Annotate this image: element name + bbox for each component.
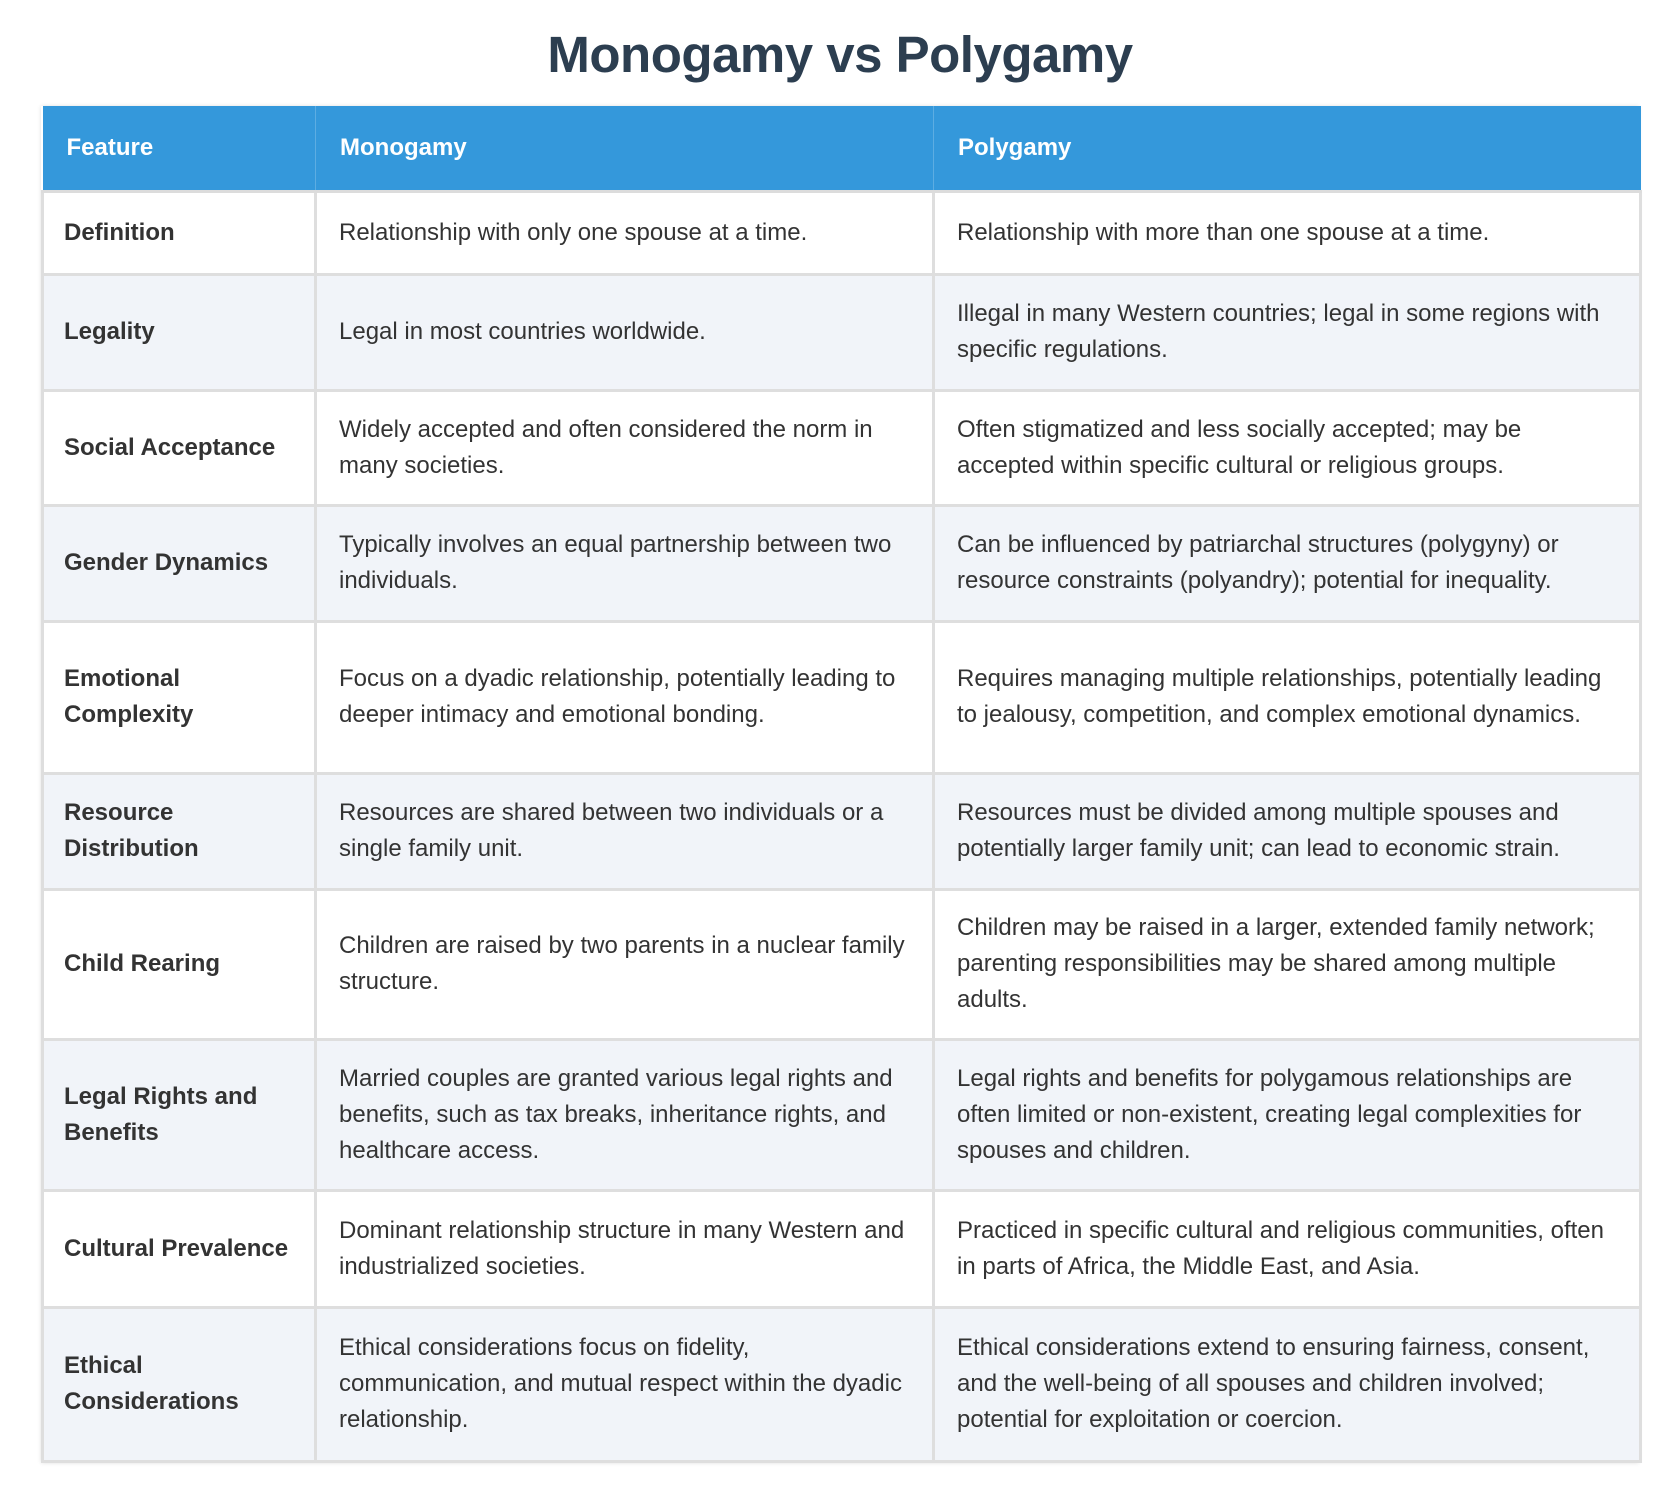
- feature-cell: Definition: [43, 191, 316, 274]
- polygamy-cell: Can be influenced by patriarchal structures (polygyny) or resource constraints (polyandry); potential for inequality.: [934, 505, 1641, 621]
- polygamy-cell: Children may be raised in a larger, extended family network; parenting responsibilities may be shared among multiple adults.: [934, 889, 1641, 1039]
- table-row: [43, 889, 1641, 1039]
- monogamy-cell: Married couples are granted various legal rights and benefits, such as tax breaks, inheritance rights, and healthcare access.: [316, 1039, 934, 1190]
- polygamy-cell: Ethical considerations extend to ensuring fairness, consent, and the well-being of all spouses and children involved; potential for exploitation or coercion.: [934, 1307, 1641, 1461]
- header-feature: Feature: [43, 106, 316, 191]
- monogamy-cell: Focus on a dyadic relationship, potentially leading to deeper intimacy and emotional bonding.: [316, 621, 934, 773]
- polygamy-cell: Legal rights and benefits for polygamous relationships are often limited or non-existent, creating legal complexities for spouses and children.: [934, 1039, 1641, 1190]
- feature-cell: Ethical Considerations: [43, 1307, 316, 1461]
- feature-cell: Resource Distribution: [43, 773, 316, 889]
- monogamy-cell: Dominant relationship structure in many Western and industrialized societies.: [316, 1190, 934, 1307]
- feature-cell: Emotional Complexity: [43, 621, 316, 773]
- table-row: [43, 390, 1641, 505]
- comparison-table: [41, 106, 1642, 1463]
- monogamy-cell: Widely accepted and often considered the norm in many societies.: [316, 390, 934, 505]
- polygamy-cell: Requires managing multiple relationships, potentially leading to jealousy, competition, and complex emotional dynamics.: [934, 621, 1641, 773]
- polygamy-cell: Illegal in many Western countries; legal in some regions with specific regulations.: [934, 274, 1641, 390]
- feature-cell: Legal Rights and Benefits: [43, 1039, 316, 1190]
- polygamy-cell: Practiced in specific cultural and religious communities, often in parts of Africa, the Middle East, and Asia.: [934, 1190, 1641, 1307]
- table-row: [43, 1307, 1641, 1461]
- table-row: [43, 1190, 1641, 1307]
- monogamy-cell: Children are raised by two parents in a nuclear family structure.: [316, 889, 934, 1039]
- table-row: [43, 505, 1641, 621]
- monogamy-cell: Ethical considerations focus on fidelity, communication, and mutual respect within the dyadic relationship.: [316, 1307, 934, 1461]
- feature-cell: Cultural Prevalence: [43, 1190, 316, 1307]
- comparison-table-container: [41, 106, 1639, 1463]
- monogamy-cell: Resources are shared between two individuals or a single family unit.: [316, 773, 934, 889]
- monogamy-cell: Relationship with only one spouse at a time.: [316, 191, 934, 274]
- polygamy-cell: Relationship with more than one spouse at a time.: [934, 191, 1641, 274]
- feature-cell: Legality: [43, 274, 316, 390]
- header-polygamy: Polygamy: [934, 106, 1641, 191]
- feature-cell: Child Rearing: [43, 889, 316, 1039]
- page-title: Monogamy vs Polygamy: [547, 26, 1133, 83]
- polygamy-cell: Resources must be divided among multiple spouses and potentially larger family unit; can lead to economic strain.: [934, 773, 1641, 889]
- feature-cell: Gender Dynamics: [43, 505, 316, 621]
- table-row: [43, 1039, 1641, 1190]
- table-row: [43, 274, 1641, 390]
- table-row: [43, 621, 1641, 773]
- monogamy-cell: Legal in most countries worldwide.: [316, 274, 934, 390]
- table-row: [43, 773, 1641, 889]
- feature-cell: Social Acceptance: [43, 390, 316, 505]
- table-body: [43, 191, 1641, 1461]
- header-row: [43, 106, 1641, 191]
- header-monogamy: Monogamy: [316, 106, 934, 191]
- table-row: [43, 191, 1641, 274]
- polygamy-cell: Often stigmatized and less socially accepted; may be accepted within specific cultural or religious groups.: [934, 390, 1641, 505]
- monogamy-cell: Typically involves an equal partnership between two individuals.: [316, 505, 934, 621]
- table-header: [43, 106, 1641, 191]
